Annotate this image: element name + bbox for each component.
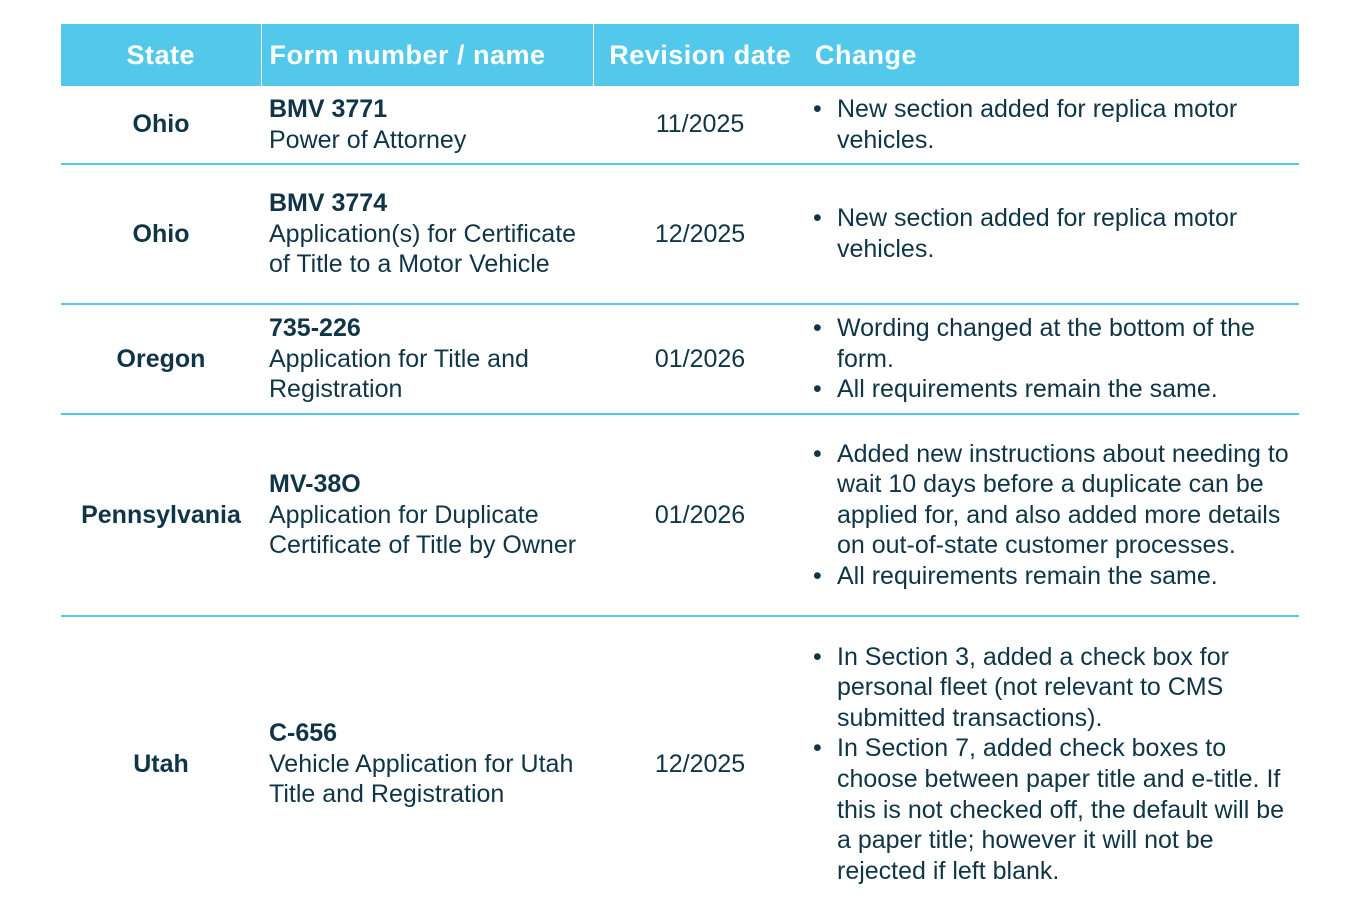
change-list — [811, 642, 1293, 887]
change-cell — [807, 414, 1299, 616]
form-cell — [261, 414, 593, 616]
table-row — [61, 164, 1299, 304]
change-list — [811, 203, 1293, 264]
state-cell: Utah — [133, 749, 189, 778]
change-item: • New section added for replica motor vehicles. — [811, 94, 1293, 155]
revision-cell: 11/2025 — [593, 86, 807, 164]
revision-cell: 12/2025 — [654, 749, 746, 778]
revision-cell: 01/2026 — [593, 304, 807, 414]
header-change: Change — [807, 24, 1299, 86]
form-cell — [261, 616, 593, 911]
header-form: Form number / name — [261, 24, 593, 86]
form-name: Power of Attorney — [269, 125, 467, 154]
state-cell: Ohio — [61, 86, 261, 164]
change-list — [811, 439, 1293, 592]
table-row — [61, 86, 1299, 164]
form-cell — [261, 86, 593, 164]
state-cell: Ohio — [61, 164, 261, 304]
table-row — [61, 304, 1299, 414]
form-number: BMV 3774 — [269, 189, 388, 218]
form-name: Application(s) for Certificate of Title to a Motor Vehicle — [269, 219, 577, 279]
state-cell: Pennsylvania — [61, 414, 261, 616]
form-number: 735-226 — [269, 314, 361, 343]
table-row — [61, 616, 1299, 911]
revision-cell: 12/2025 — [593, 164, 807, 304]
change-list — [811, 94, 1293, 155]
change-item: • All requirements remain the same. — [811, 374, 1293, 405]
change-cell — [807, 616, 1299, 911]
form-name: Application for Title and Registration — [269, 344, 529, 404]
form-number: BMV 3771 — [269, 94, 388, 123]
change-item: • In Section 7, added check boxes to choose between paper title and e-title. If this is not checked off, the default will be a paper title; however it will not be rejected if left blank. — [811, 733, 1293, 886]
header-revision: Revision date — [593, 24, 807, 86]
change-item: • Wording changed at the bottom of the form. — [811, 313, 1293, 374]
revision-cell: 01/2026 — [593, 414, 807, 616]
change-item: • New section added for replica motor vehicles. — [811, 203, 1293, 264]
change-cell — [807, 86, 1299, 164]
form-cell — [261, 304, 593, 414]
table-row — [61, 414, 1299, 616]
form-cell — [261, 164, 593, 304]
change-cell — [807, 304, 1299, 414]
change-list — [811, 313, 1293, 405]
header-row — [61, 24, 1299, 86]
state-cell: Oregon — [61, 304, 261, 414]
header-state: State — [61, 24, 261, 86]
form-number: C-656 — [269, 719, 338, 748]
change-cell — [807, 164, 1299, 304]
form-revisions-table — [61, 24, 1299, 911]
form-name: Application for Duplicate Certificate of Title by Owner — [269, 500, 577, 560]
form-name: Vehicle Application for Utah Title and Registration — [269, 749, 574, 809]
change-item: • In Section 3, added a check box for personal fleet (not relevant to CMS submitted transactions). — [811, 642, 1293, 734]
form-number: MV-38O — [269, 470, 361, 499]
table-header — [61, 24, 1299, 86]
change-item: • All requirements remain the same. — [811, 561, 1293, 592]
change-item: • Added new instructions about needing to wait 10 days before a duplicate can be applied for, and also added more details on out-of-state customer processes. — [811, 439, 1293, 561]
